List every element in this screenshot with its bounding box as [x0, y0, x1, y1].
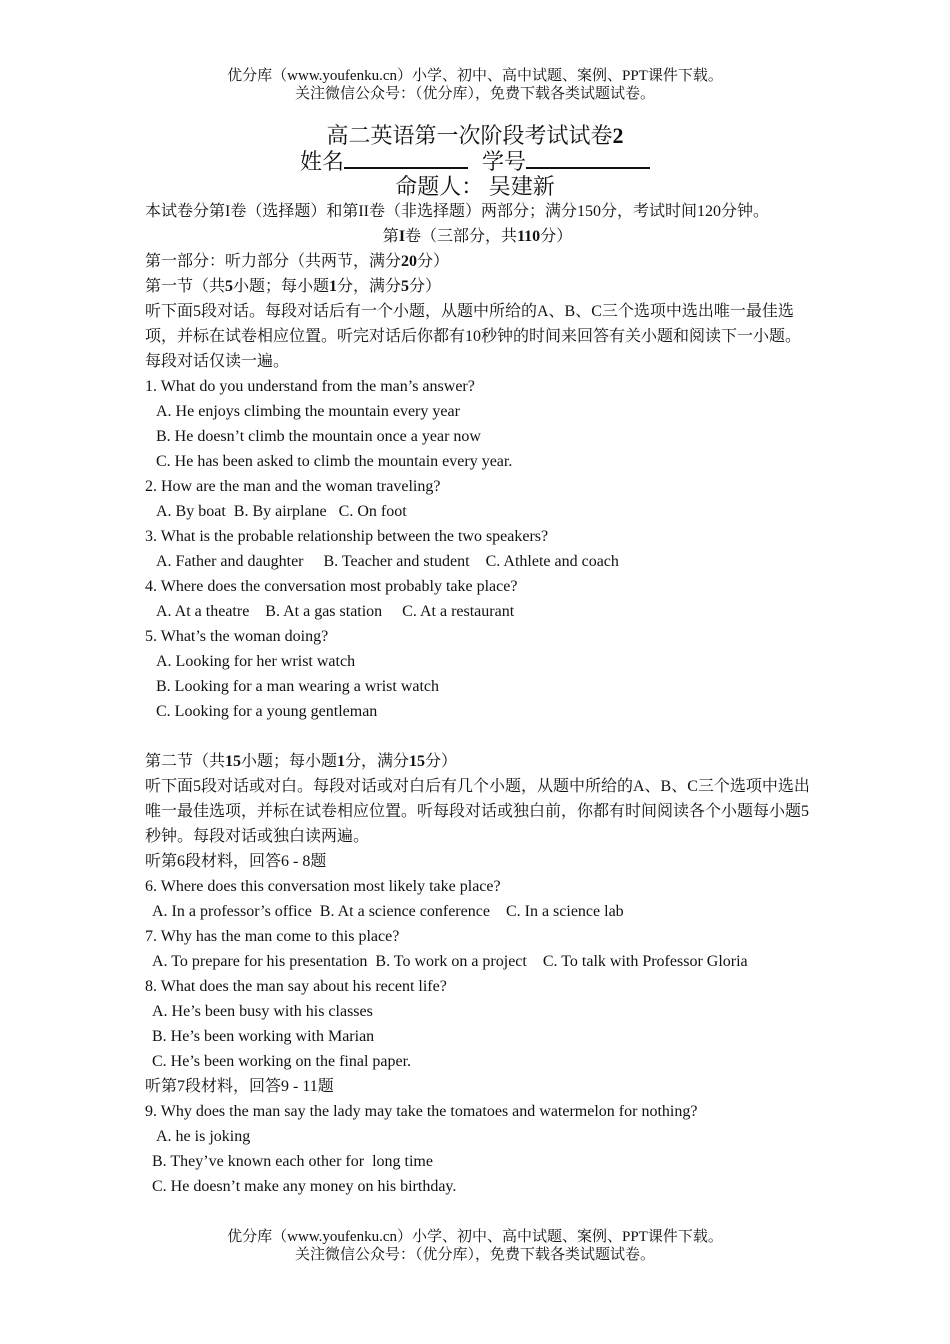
- author-line: 命题人： 吴建新: [395, 174, 555, 199]
- intro-paragraph: 本试卷分第I卷（选择题）和第II卷（非选择题）两部分；满分150分，考试时间120分钟。: [145, 203, 769, 220]
- exam-content: [145, 199, 810, 1199]
- title-block: [0, 122, 950, 200]
- question-stem: 3. What is the probable relationship between the two speakers?: [145, 528, 549, 545]
- question-stem: 8. What does the man say about his recent life?: [145, 978, 447, 995]
- question-stem: 5. What’s the woman doing?: [145, 628, 329, 645]
- page-footer: [0, 1228, 950, 1264]
- answer-option[interactable]: C. He’s been working on the final paper.: [152, 1053, 412, 1070]
- exam-title: 高二英语第一次阶段考试试卷2: [326, 123, 624, 148]
- question-stem: 2. How are the man and the woman traveling?: [145, 478, 441, 495]
- material-7-label: 听第7段材料，回答9 - 11题: [145, 1078, 334, 1095]
- answer-options-row[interactable]: A. Father and daughter B. Teacher and student C. Athlete and coach: [156, 553, 619, 570]
- answer-option[interactable]: C. He doesn’t make any money on his birthday.: [152, 1178, 457, 1195]
- student-id-label: 学号: [482, 149, 527, 174]
- question-stem: 6. Where does this conversation most likely take place?: [145, 878, 501, 895]
- question-stem: 9. Why does the man say the lady may take the tomatoes and watermelon for nothing?: [145, 1103, 698, 1120]
- name-blank[interactable]: [344, 149, 468, 169]
- answer-option[interactable]: B. They’ve known each other for long time: [152, 1153, 433, 1170]
- footer-line-2: 关注微信公众号：（优分库），免费下载各类试题试卷。: [294, 1247, 655, 1263]
- name-label: 姓名: [299, 149, 344, 174]
- answer-option[interactable]: A. Looking for her wrist watch: [156, 653, 356, 670]
- answer-options-row[interactable]: A. To prepare for his presentation B. To work on a project C. To talk with Professor Gloria: [152, 953, 748, 970]
- question-stem: 7. Why has the man come to this place?: [145, 928, 400, 945]
- material-6-label: 听第6段材料，回答6 - 8题: [145, 853, 327, 870]
- answer-option[interactable]: C. He has been asked to climb the mountain every year.: [156, 453, 513, 470]
- name-id-line: [0, 149, 950, 174]
- answer-option[interactable]: B. He’s been working with Marian: [152, 1028, 375, 1045]
- section1-instructions: 听下面5段对话。每段对话后有一个小题，从题中所给的A、B、C三个选项中选出唯一最佳选项，并标在试卷相应位置。听完对话后你都有10秒钟的时间来回答有关小题和阅读下一小题。每段对话仅读一遍。: [145, 303, 802, 370]
- section2-instructions: 听下面5段对话或对白。每段对话或对白后有几个小题，从题中所给的A、B、C三个选项中选出唯一最佳选项，并标在试卷相应位置。听每段对话或独白前，你都有时间阅读各个小题每小题5秒钟。每段对话或独白读两遍。: [145, 778, 810, 845]
- student-id-blank[interactable]: [526, 149, 650, 169]
- answer-options-row[interactable]: A. At a theatre B. At a gas station C. At a restaurant: [156, 603, 515, 620]
- section2-heading: 第二节（共15小题；每小题1分，满分15分）: [145, 753, 458, 770]
- footer-line-1: 优分库（www.youfenku.cn）小学、初中、高中试题、案例、PPT课件下载。: [227, 1229, 723, 1245]
- answer-option[interactable]: B. Looking for a man wearing a wrist watch: [156, 678, 440, 695]
- listening-heading: 第一部分：听力部分（共两节，满分20分）: [145, 253, 450, 270]
- part1-heading: 第I卷（三部分，共110分）: [382, 228, 573, 245]
- answer-option[interactable]: A. He enjoys climbing the mountain every year: [156, 403, 460, 420]
- header-line-2: 关注微信公众号：（优分库），免费下载各类试题试卷。: [294, 86, 655, 102]
- answer-option[interactable]: A. he is joking: [156, 1128, 251, 1145]
- answer-option[interactable]: C. Looking for a young gentleman: [156, 703, 378, 720]
- section1-heading: 第一节（共5小题；每小题1分，满分5分）: [145, 278, 442, 295]
- header-line-1: 优分库（www.youfenku.cn）小学、初中、高中试题、案例、PPT课件下载。: [227, 68, 723, 84]
- answer-options-row[interactable]: A. By boat B. By airplane C. On foot: [156, 503, 407, 520]
- question-stem: 4. Where does the conversation most probably take place?: [145, 578, 518, 595]
- answer-options-row[interactable]: A. In a professor’s office B. At a science conference C. In a science lab: [152, 903, 624, 920]
- answer-option[interactable]: A. He’s been busy with his classes: [152, 1003, 373, 1020]
- page-header: [0, 67, 950, 103]
- answer-option[interactable]: B. He doesn’t climb the mountain once a year now: [156, 428, 481, 445]
- question-stem: 1. What do you understand from the man’s answer?: [145, 378, 475, 395]
